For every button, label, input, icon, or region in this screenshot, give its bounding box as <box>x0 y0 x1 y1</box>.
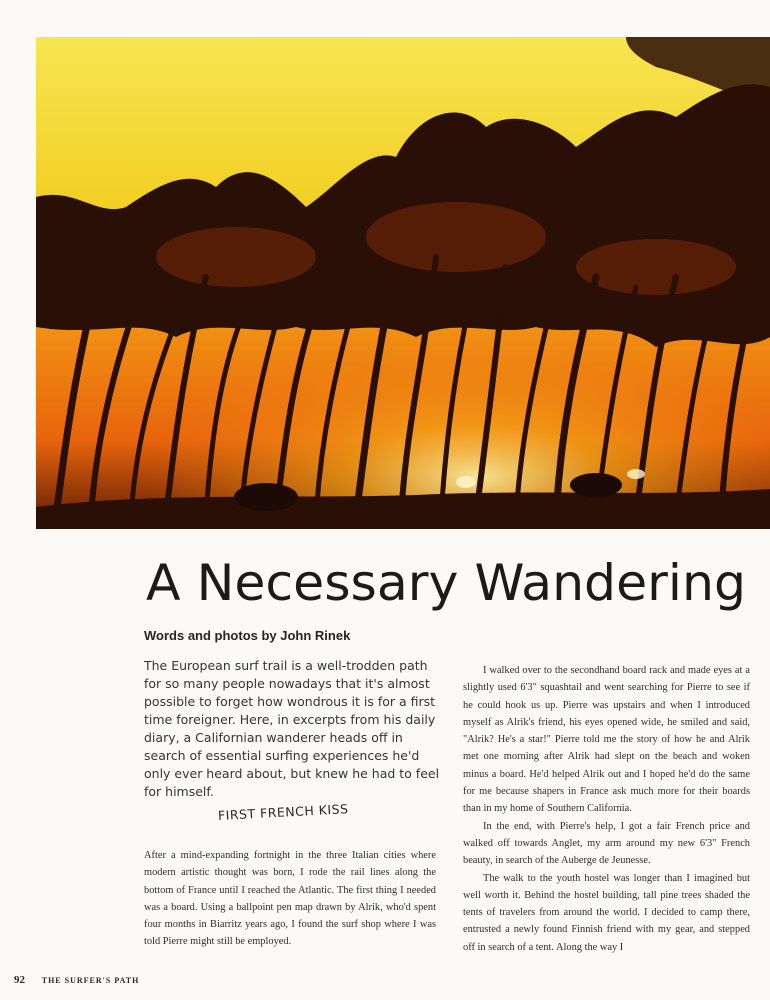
body-paragraph: I walked over to the secondhand board rack and made eyes at a slightly used 6'3" squashtail and went searching for Pierre to see if he could hook us up. Pierre was upstairs and when I introduced myself as Alrik's friend, his eyes opened wide, he smiled and said, "Alrik? He's a star!" Pierre told me the story of how he and Alrik met one morning after Alrik had slept on the beach and woken minus a board. He'd helped Alrik out and I hoped he'd do the same for me because shapers in France ask much more for their boards than in my home of Southern California. <box>463 665 750 815</box>
body-column-right <box>463 662 750 956</box>
page-number: 92 <box>14 974 25 986</box>
article-headline <box>144 548 764 638</box>
headline-text: A Necessary Wandering <box>146 554 746 612</box>
hero-photo <box>36 37 770 529</box>
page-footer <box>14 974 139 986</box>
section-subhead: FIRST FRENCH KISS <box>217 801 349 823</box>
byline: Words and photos by John Rinek <box>144 628 351 643</box>
body-paragraph: The walk to the youth hostel was longer than I imagined but well worth it. Behind the hostel building, tall pine trees shaded the tents of travelers from around the world. I decided to camp there, entrusted a newly found Finnish friend with my gear, and stepped off in search of a tent. Along the way I <box>463 872 750 953</box>
body-paragraph: After a mind-expanding fortnight in the three Italian cities where modern artistic thought was born, I rode the rail lines along the bottom of France until I reached the Atlantic. The first thing I needed was a board. Using a ballpoint pen map drawn by Alrik, who'd spent four months in Biarritz years ago, I found the surf shop where I was told Pierre might still be employed. <box>144 850 436 948</box>
intro-paragraph: The European surf trail is a well-trodden path for so many people nowadays that it's almost possible to forget how wondrous it is for a first time foreigner. Here, in excerpts from his daily diary, a Californian wanderer heads off in search of essential surfing experiences he'd only ever heard about, but knew he had to feel for himself. <box>144 658 440 799</box>
magazine-name: THE SURFER'S PATH <box>41 976 140 985</box>
body-paragraph: In the end, with Pierre's help, I got a fair French price and walked off towards Anglet, my arm around my new 6'3" French beauty, in search of the Auberge de Jeunesse. <box>463 820 750 867</box>
body-column-left <box>144 847 436 951</box>
